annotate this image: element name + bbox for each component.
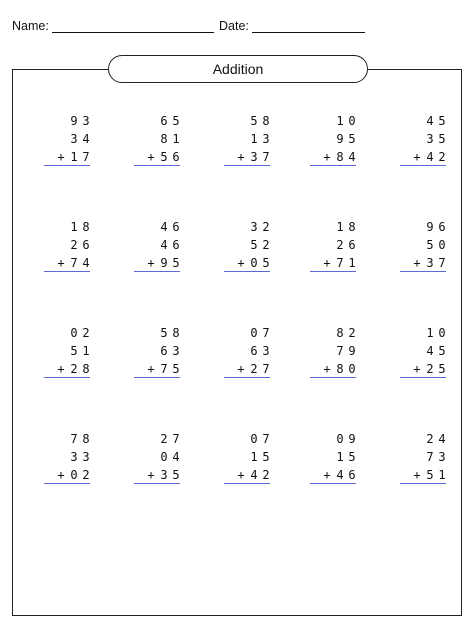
answer-line[interactable]	[134, 483, 180, 484]
plus-sign: +	[57, 150, 65, 164]
digit: 8	[336, 362, 344, 376]
answer-line[interactable]	[224, 377, 270, 378]
addend-row	[396, 430, 448, 448]
addend-row-with-operator	[130, 148, 182, 166]
addend-row	[40, 236, 92, 254]
plus-sign: +	[413, 468, 421, 482]
addend-row-with-operator	[130, 360, 182, 378]
addend-row-with-operator	[220, 148, 272, 166]
digit: 2	[336, 238, 344, 252]
digit: 3	[250, 150, 258, 164]
digit: 3	[172, 344, 180, 358]
digit: 3	[70, 132, 78, 146]
answer-line[interactable]	[224, 271, 270, 272]
addition-problem	[220, 324, 272, 378]
digit: 5	[250, 238, 258, 252]
digit: 4	[426, 150, 434, 164]
digit: 8	[262, 114, 270, 128]
digit: 0	[160, 450, 168, 464]
digit: 9	[426, 220, 434, 234]
digit: 1	[250, 450, 258, 464]
digit: 0	[348, 114, 356, 128]
addend-row	[220, 448, 272, 466]
digit: 6	[438, 220, 446, 234]
addend-row	[40, 218, 92, 236]
addition-problem	[396, 218, 448, 272]
addend-row	[40, 324, 92, 342]
addend-row	[40, 130, 92, 148]
digit: 2	[82, 326, 90, 340]
digit: 2	[262, 468, 270, 482]
digit: 5	[172, 362, 180, 376]
digit: 7	[262, 432, 270, 446]
addend-row-with-operator	[396, 360, 448, 378]
digit: 6	[160, 344, 168, 358]
answer-line[interactable]	[224, 165, 270, 166]
digit: 4	[348, 150, 356, 164]
addend-row	[220, 430, 272, 448]
digit: 6	[250, 344, 258, 358]
digit: 3	[160, 468, 168, 482]
digit: 3	[262, 344, 270, 358]
addend-row-with-operator	[396, 254, 448, 272]
addition-problem	[306, 430, 358, 484]
digit: 5	[348, 132, 356, 146]
digit: 5	[438, 114, 446, 128]
addend-row	[220, 130, 272, 148]
digit: 1	[348, 256, 356, 270]
plus-sign: +	[237, 150, 245, 164]
digit: 7	[262, 362, 270, 376]
addend-row-with-operator	[220, 360, 272, 378]
digit: 8	[336, 150, 344, 164]
answer-line[interactable]	[310, 483, 356, 484]
addend-row	[40, 430, 92, 448]
digit: 4	[438, 432, 446, 446]
answer-line[interactable]	[400, 271, 446, 272]
answer-line[interactable]	[400, 377, 446, 378]
digit: 4	[250, 468, 258, 482]
addend-row	[220, 236, 272, 254]
addition-problem	[306, 218, 358, 272]
addend-row-with-operator	[396, 466, 448, 484]
addend-row	[306, 430, 358, 448]
date-label: Date:	[219, 19, 249, 33]
digit: 2	[438, 150, 446, 164]
digit: 0	[336, 432, 344, 446]
addend-row	[306, 112, 358, 130]
digit: 4	[82, 132, 90, 146]
addend-row	[306, 324, 358, 342]
digit: 6	[348, 238, 356, 252]
digit: 5	[262, 256, 270, 270]
addition-problem	[396, 430, 448, 484]
answer-line[interactable]	[44, 165, 90, 166]
addition-problem	[306, 324, 358, 378]
digit: 3	[438, 450, 446, 464]
digit: 1	[172, 132, 180, 146]
addend-row	[40, 342, 92, 360]
addition-problem	[130, 112, 182, 166]
digit: 0	[70, 326, 78, 340]
addend-row-with-operator	[130, 466, 182, 484]
plus-sign: +	[413, 150, 421, 164]
digit: 9	[348, 432, 356, 446]
addend-row	[220, 342, 272, 360]
plus-sign: +	[57, 468, 65, 482]
addend-row	[130, 342, 182, 360]
addition-problem	[396, 324, 448, 378]
digit: 8	[172, 326, 180, 340]
digit: 7	[160, 362, 168, 376]
addend-row-with-operator	[396, 148, 448, 166]
digit: 3	[250, 220, 258, 234]
digit: 6	[172, 150, 180, 164]
digit: 6	[348, 468, 356, 482]
addend-row	[396, 236, 448, 254]
addend-row	[396, 218, 448, 236]
addend-row-with-operator	[220, 254, 272, 272]
addend-row	[130, 112, 182, 130]
digit: 7	[336, 256, 344, 270]
digit: 8	[82, 220, 90, 234]
digit: 4	[426, 114, 434, 128]
addend-row	[220, 324, 272, 342]
plus-sign: +	[237, 256, 245, 270]
digit: 7	[82, 150, 90, 164]
digit: 0	[438, 238, 446, 252]
addend-row	[396, 112, 448, 130]
digit: 4	[82, 256, 90, 270]
addition-problem	[130, 218, 182, 272]
digit: 6	[82, 238, 90, 252]
addend-row	[306, 342, 358, 360]
digit: 2	[262, 220, 270, 234]
digit: 1	[426, 326, 434, 340]
digit: 1	[82, 344, 90, 358]
addend-row	[306, 448, 358, 466]
digit: 8	[82, 362, 90, 376]
answer-line[interactable]	[224, 483, 270, 484]
digit: 2	[70, 238, 78, 252]
plus-sign: +	[323, 256, 331, 270]
digit: 7	[172, 432, 180, 446]
digit: 9	[348, 344, 356, 358]
digit: 5	[160, 150, 168, 164]
digit: 6	[160, 114, 168, 128]
digit: 3	[262, 132, 270, 146]
plus-sign: +	[323, 362, 331, 376]
digit: 9	[336, 132, 344, 146]
digit: 4	[160, 238, 168, 252]
answer-line[interactable]	[400, 483, 446, 484]
addend-row-with-operator	[306, 466, 358, 484]
plus-sign: +	[147, 362, 155, 376]
digit: 2	[262, 238, 270, 252]
digit: 2	[426, 362, 434, 376]
addend-row	[220, 218, 272, 236]
answer-line[interactable]	[400, 165, 446, 166]
addend-row-with-operator	[306, 360, 358, 378]
digit: 2	[348, 326, 356, 340]
worksheet-title-text: Addition	[212, 61, 264, 77]
digit: 5	[172, 256, 180, 270]
addition-problem	[40, 324, 92, 378]
digit: 5	[438, 362, 446, 376]
addend-row	[396, 130, 448, 148]
addition-problem	[220, 112, 272, 166]
digit: 5	[172, 114, 180, 128]
addend-row	[130, 324, 182, 342]
digit: 5	[348, 450, 356, 464]
answer-line[interactable]	[44, 271, 90, 272]
digit: 5	[438, 132, 446, 146]
digit: 5	[426, 468, 434, 482]
addend-row	[396, 324, 448, 342]
addend-row-with-operator	[130, 254, 182, 272]
digit: 0	[70, 468, 78, 482]
addition-problem	[220, 430, 272, 484]
addend-row-with-operator	[40, 360, 92, 378]
addition-problem	[396, 112, 448, 166]
plus-sign: +	[237, 468, 245, 482]
addend-row	[40, 112, 92, 130]
digit: 5	[438, 344, 446, 358]
digit: 4	[160, 220, 168, 234]
addition-problem	[40, 218, 92, 272]
addend-row-with-operator	[220, 466, 272, 484]
digit: 4	[426, 344, 434, 358]
digit: 1	[336, 450, 344, 464]
addend-row	[130, 430, 182, 448]
answer-line[interactable]	[134, 165, 180, 166]
digit: 7	[262, 150, 270, 164]
digit: 2	[426, 432, 434, 446]
digit: 9	[160, 256, 168, 270]
addition-problem	[306, 112, 358, 166]
answer-line[interactable]	[44, 483, 90, 484]
digit: 5	[70, 344, 78, 358]
answer-line[interactable]	[310, 377, 356, 378]
plus-sign: +	[147, 256, 155, 270]
plus-sign: +	[237, 362, 245, 376]
digit: 0	[250, 326, 258, 340]
answer-line[interactable]	[44, 377, 90, 378]
digit: 8	[336, 326, 344, 340]
digit: 1	[438, 468, 446, 482]
digit: 9	[70, 114, 78, 128]
digit: 0	[438, 326, 446, 340]
plus-sign: +	[57, 256, 65, 270]
addend-row	[130, 448, 182, 466]
addend-row	[220, 112, 272, 130]
digit: 1	[250, 132, 258, 146]
digit: 0	[250, 432, 258, 446]
addend-row	[306, 236, 358, 254]
addend-row	[40, 448, 92, 466]
plus-sign: +	[57, 362, 65, 376]
digit: 8	[82, 432, 90, 446]
digit: 6	[172, 220, 180, 234]
date-field-line[interactable]	[252, 32, 365, 33]
digit: 7	[262, 326, 270, 340]
digit: 7	[70, 256, 78, 270]
digit: 1	[336, 220, 344, 234]
digit: 5	[426, 238, 434, 252]
addend-row-with-operator	[40, 148, 92, 166]
digit: 5	[250, 114, 258, 128]
digit: 0	[348, 362, 356, 376]
digit: 8	[160, 132, 168, 146]
digit: 3	[426, 256, 434, 270]
answer-line[interactable]	[310, 271, 356, 272]
addend-row	[130, 236, 182, 254]
plus-sign: +	[413, 256, 421, 270]
addend-row	[130, 218, 182, 236]
worksheet-header	[12, 19, 372, 37]
digit: 3	[82, 450, 90, 464]
digit: 7	[438, 256, 446, 270]
digit: 7	[426, 450, 434, 464]
addend-row-with-operator	[306, 148, 358, 166]
addend-row	[396, 448, 448, 466]
addition-problem	[130, 430, 182, 484]
plus-sign: +	[323, 468, 331, 482]
answer-line[interactable]	[134, 271, 180, 272]
digit: 8	[348, 220, 356, 234]
digit: 1	[70, 220, 78, 234]
addition-problem	[130, 324, 182, 378]
digit: 5	[160, 326, 168, 340]
digit: 5	[172, 468, 180, 482]
digit: 7	[70, 432, 78, 446]
addend-row	[130, 130, 182, 148]
digit: 2	[250, 362, 258, 376]
digit: 0	[250, 256, 258, 270]
answer-line[interactable]	[134, 377, 180, 378]
digit: 3	[82, 114, 90, 128]
worksheet-title	[108, 55, 368, 83]
addend-row	[306, 130, 358, 148]
name-field-line[interactable]	[52, 32, 214, 33]
answer-line[interactable]	[310, 165, 356, 166]
plus-sign: +	[147, 468, 155, 482]
addition-problem	[220, 218, 272, 272]
name-label: Name:	[12, 19, 49, 33]
addition-problem	[40, 430, 92, 484]
addend-row	[306, 218, 358, 236]
addend-row-with-operator	[306, 254, 358, 272]
digit: 3	[426, 132, 434, 146]
digit: 1	[336, 114, 344, 128]
digit: 1	[70, 150, 78, 164]
addend-row-with-operator	[40, 466, 92, 484]
addition-problem	[40, 112, 92, 166]
digit: 3	[70, 450, 78, 464]
digit: 2	[82, 468, 90, 482]
digit: 5	[262, 450, 270, 464]
digit: 4	[336, 468, 344, 482]
digit: 4	[172, 450, 180, 464]
addend-row-with-operator	[40, 254, 92, 272]
plus-sign: +	[413, 362, 421, 376]
digit: 2	[70, 362, 78, 376]
digit: 2	[160, 432, 168, 446]
digit: 6	[172, 238, 180, 252]
digit: 7	[336, 344, 344, 358]
addend-row	[396, 342, 448, 360]
plus-sign: +	[323, 150, 331, 164]
plus-sign: +	[147, 150, 155, 164]
